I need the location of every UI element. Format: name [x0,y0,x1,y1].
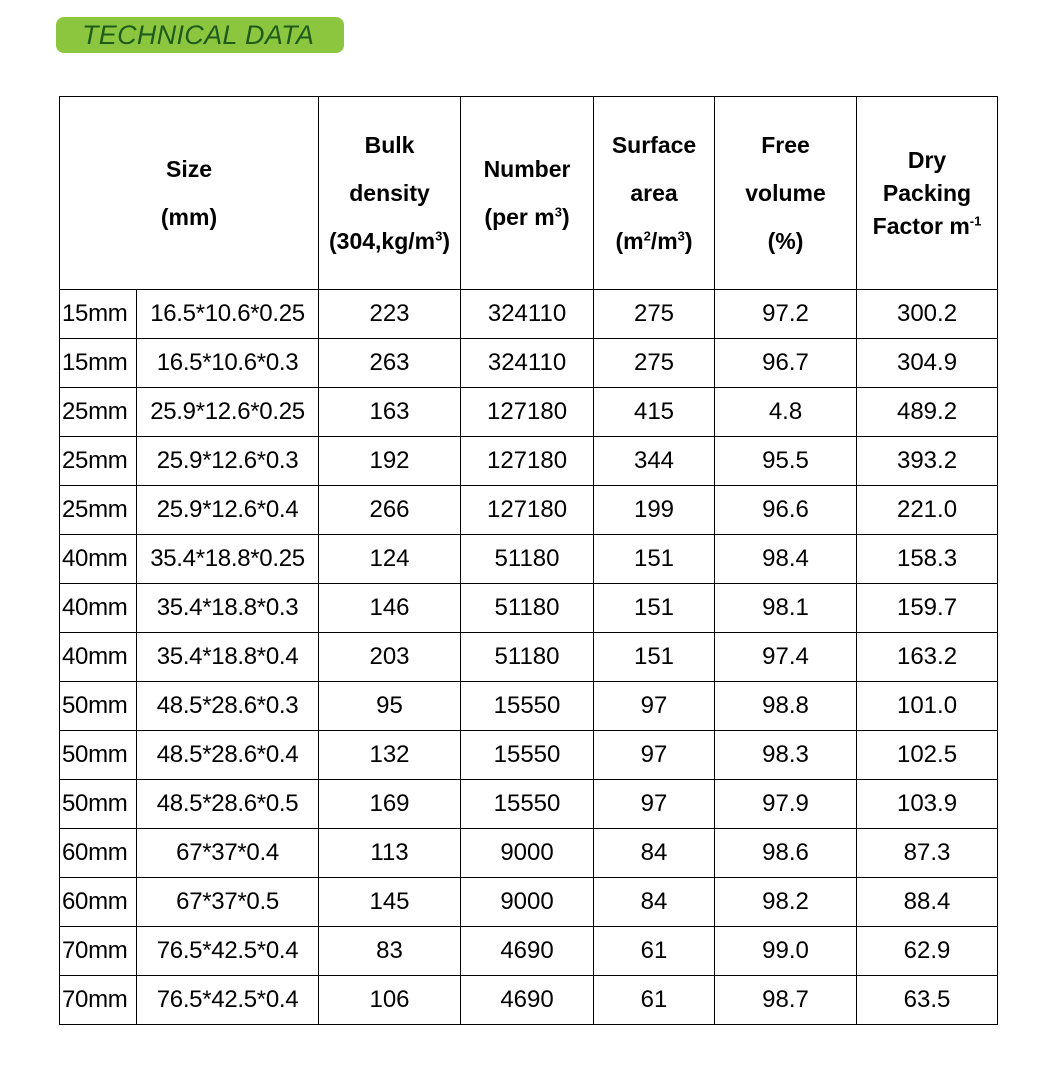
table-body [60,290,998,1025]
size-dimensions-cell: 35.4*18.8*0.3 [137,584,319,633]
number-cell: 15550 [461,780,594,829]
size-nominal-cell: 70mm [60,976,137,1025]
number-cell: 15550 [461,731,594,780]
bulk-density-cell: 106 [319,976,461,1025]
bulk-density-cell: 266 [319,486,461,535]
number-cell: 127180 [461,437,594,486]
size-nominal-cell: 70mm [60,927,137,976]
free-volume-cell: 96.6 [715,486,857,535]
packing-factor-cell: 393.2 [857,437,998,486]
free-volume-cell: 97.4 [715,633,857,682]
surface-area-cell: 84 [594,829,715,878]
free-volume-cell: 4.8 [715,388,857,437]
number-cell: 127180 [461,388,594,437]
bulk-density-cell: 263 [319,339,461,388]
table-row [60,878,998,927]
size-dimensions-cell: 35.4*18.8*0.4 [137,633,319,682]
surface-area-cell: 275 [594,290,715,339]
table-row [60,633,998,682]
number-cell: 4690 [461,927,594,976]
surface-area-cell: 84 [594,878,715,927]
size-dimensions-cell: 16.5*10.6*0.25 [137,290,319,339]
header-surface-area: Surface area $(m^2/m^3)$ [594,97,715,290]
size-nominal-cell: 60mm [60,878,137,927]
packing-factor-cell: 158.3 [857,535,998,584]
bulk-density-cell: 132 [319,731,461,780]
table-row [60,731,998,780]
table-row [60,535,998,584]
size-nominal-cell: 50mm [60,682,137,731]
size-dimensions-cell: 25.9*12.6*0.25 [137,388,319,437]
size-nominal-cell: 60mm [60,829,137,878]
table-row [60,290,998,339]
table-row [60,388,998,437]
surface-area-cell: 415 [594,388,715,437]
size-nominal-cell: 50mm [60,731,137,780]
packing-factor-cell: 159.7 [857,584,998,633]
header-bulk-density: Bulk density $(304,kg/m^3)$ [319,97,461,290]
table-row [60,682,998,731]
packing-factor-cell: 221.0 [857,486,998,535]
number-cell: 324110 [461,339,594,388]
size-dimensions-cell: 76.5*42.5*0.4 [137,927,319,976]
packing-factor-cell: 103.9 [857,780,998,829]
table-row [60,339,998,388]
size-dimensions-cell: 76.5*42.5*0.4 [137,976,319,1025]
number-cell: 15550 [461,682,594,731]
table-row [60,584,998,633]
number-cell: 324110 [461,290,594,339]
bulk-density-cell: 145 [319,878,461,927]
free-volume-cell: 95.5 [715,437,857,486]
size-nominal-cell: 25mm [60,437,137,486]
packing-factor-cell: 300.2 [857,290,998,339]
surface-area-cell: 97 [594,780,715,829]
header-row [60,97,998,290]
bulk-density-cell: 169 [319,780,461,829]
free-volume-cell: 98.8 [715,682,857,731]
free-volume-cell: 97.2 [715,290,857,339]
table-row [60,976,998,1025]
packing-factor-cell: 489.2 [857,388,998,437]
surface-area-cell: 97 [594,731,715,780]
size-nominal-cell: 50mm [60,780,137,829]
packing-factor-cell: 62.9 [857,927,998,976]
surface-area-cell: 61 [594,927,715,976]
size-dimensions-cell: 35.4*18.8*0.25 [137,535,319,584]
bulk-density-cell: 163 [319,388,461,437]
surface-area-cell: 97 [594,682,715,731]
header-dry-packing-factor: Dry Packing Factor $m^{-1}$ [857,97,998,290]
number-cell: 51180 [461,584,594,633]
header-size: Size (mm) [60,97,319,290]
surface-area-cell: 344 [594,437,715,486]
header-free-volume: Free volume (%) [715,97,857,290]
badge-label: TECHNICAL DATA [82,19,315,50]
bulk-density-cell: 203 [319,633,461,682]
free-volume-cell: 99.0 [715,927,857,976]
number-cell: 51180 [461,633,594,682]
size-nominal-cell: 25mm [60,486,137,535]
technical-data-table [59,96,998,1025]
free-volume-cell: 98.1 [715,584,857,633]
number-cell: 9000 [461,829,594,878]
technical-data-badge [56,17,344,53]
surface-area-cell: 61 [594,976,715,1025]
table-row [60,829,998,878]
size-dimensions-cell: 48.5*28.6*0.5 [137,780,319,829]
packing-factor-cell: 304.9 [857,339,998,388]
number-cell: 51180 [461,535,594,584]
packing-factor-cell: 102.5 [857,731,998,780]
size-dimensions-cell: 16.5*10.6*0.3 [137,339,319,388]
packing-factor-cell: 163.2 [857,633,998,682]
bulk-density-cell: 124 [319,535,461,584]
bulk-density-cell: 83 [319,927,461,976]
size-dimensions-cell: 67*37*0.4 [137,829,319,878]
bulk-density-cell: 95 [319,682,461,731]
table-row [60,927,998,976]
size-nominal-cell: 25mm [60,388,137,437]
size-dimensions-cell: 67*37*0.5 [137,878,319,927]
size-nominal-cell: 40mm [60,633,137,682]
packing-factor-cell: 63.5 [857,976,998,1025]
surface-area-cell: 151 [594,535,715,584]
free-volume-cell: 98.2 [715,878,857,927]
free-volume-cell: 97.9 [715,780,857,829]
bulk-density-cell: 192 [319,437,461,486]
packing-factor-cell: 88.4 [857,878,998,927]
surface-area-cell: 275 [594,339,715,388]
size-dimensions-cell: 25.9*12.6*0.3 [137,437,319,486]
packing-factor-cell: 101.0 [857,682,998,731]
number-cell: 9000 [461,878,594,927]
size-nominal-cell: 40mm [60,584,137,633]
size-dimensions-cell: 25.9*12.6*0.4 [137,486,319,535]
size-dimensions-cell: 48.5*28.6*0.3 [137,682,319,731]
number-cell: 127180 [461,486,594,535]
table-row [60,437,998,486]
size-nominal-cell: 40mm [60,535,137,584]
bulk-density-cell: 146 [319,584,461,633]
free-volume-cell: 98.3 [715,731,857,780]
surface-area-cell: 199 [594,486,715,535]
free-volume-cell: 98.7 [715,976,857,1025]
table-row [60,486,998,535]
surface-area-cell: 151 [594,633,715,682]
bulk-density-cell: 113 [319,829,461,878]
bulk-density-cell: 223 [319,290,461,339]
size-dimensions-cell: 48.5*28.6*0.4 [137,731,319,780]
header-number: Number (per $m^3$) [461,97,594,290]
free-volume-cell: 98.6 [715,829,857,878]
packing-factor-cell: 87.3 [857,829,998,878]
number-cell: 4690 [461,976,594,1025]
free-volume-cell: 98.4 [715,535,857,584]
surface-area-cell: 151 [594,584,715,633]
size-nominal-cell: 15mm [60,339,137,388]
free-volume-cell: 96.7 [715,339,857,388]
table-row [60,780,998,829]
size-nominal-cell: 15mm [60,290,137,339]
